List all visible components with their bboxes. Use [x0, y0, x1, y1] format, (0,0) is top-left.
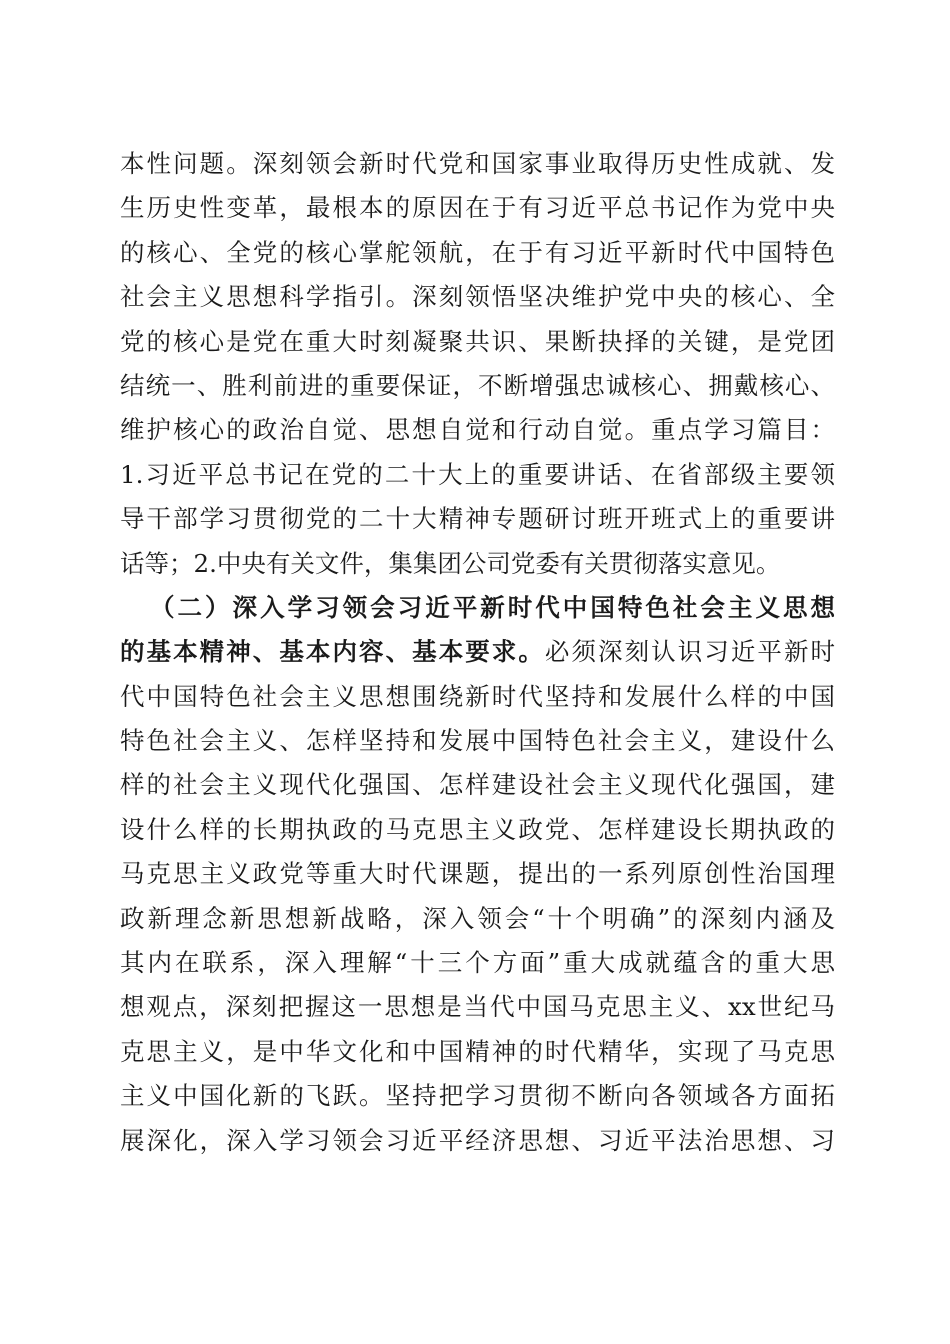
text-line: 马克思主义政党等重大时代课题，提出的一系列原创性治国理 — [120, 859, 835, 889]
text-line: 想观点，深刻把握这一思想是当代中国马克思主义、xx世纪马 — [120, 992, 835, 1022]
text-line: 1.习近平总书记在党的二十大上的重要讲话、在省部级主要领 — [120, 459, 835, 489]
document-body — [120, 142, 835, 1163]
text-line — [120, 630, 835, 674]
text-line: 生历史性变革，最根本的原因在于有习近平总书记作为党中央 — [120, 193, 835, 223]
text-line: 本性问题。深刻领会新时代党和国家事业取得历史性成就、发 — [120, 149, 835, 178]
text-line: 其内在联系，深入理解“十三个方面”重大成就蕴含的重大思 — [120, 948, 835, 978]
text-line-continuation: 必须深刻认识习近平新时 — [544, 637, 835, 667]
text-line: 社会主义思想科学指引。深刻领悟坚决维护党中央的核心、全 — [120, 282, 835, 312]
text-line: 代中国特色社会主义思想围绕新时代坚持和发展什么样的中国 — [120, 681, 835, 711]
text-line: 设什么样的长期执政的马克思主义政党、怎样建设长期执政的 — [120, 814, 835, 844]
text-line: 特色社会主义、怎样坚持和发展中国特色社会主义，建设什么 — [120, 726, 835, 756]
text-line: 党的核心是党在重大时刻凝聚共识、果断抉择的关键，是党团 — [120, 326, 835, 356]
text-line: 样的社会主义现代化强国、怎样建设社会主义现代化强国，建 — [120, 770, 835, 800]
text-line: 导干部学习贯彻党的二十大精神专题研讨班开班式上的重要讲 — [120, 504, 835, 534]
text-line: 话等；2.中央有关文件，集集团公司党委有关贯彻落实意见。 — [120, 548, 781, 578]
text-line: 展深化，深入学习领会习近平经济思想、习近平法治思想、习 — [120, 1125, 835, 1155]
text-line: 主义中国化新的飞跃。坚持把学习贯彻不断向各领域各方面拓 — [120, 1081, 835, 1111]
text-line: 维护核心的政治自觉、思想自觉和行动自觉。重点学习篇目： — [120, 415, 835, 445]
text-line: 结统一、胜利前进的重要保证，不断增强忠诚核心、拥戴核心、 — [120, 370, 835, 400]
text-line: 克思主义，是中华文化和中国精神的时代精华，实现了马克思 — [120, 1036, 835, 1066]
section-heading-end: 的基本精神、基本内容、基本要求。 — [120, 637, 545, 667]
text-line: 的核心、全党的核心掌舵领航，在于有习近平新时代中国特色 — [120, 237, 835, 267]
section-heading: （二）深入学习领会习近平新时代中国特色社会主义思想 — [150, 592, 835, 622]
text-line: 政新理念新思想新战略，深入领会“十个明确”的深刻内涵及 — [120, 903, 835, 933]
